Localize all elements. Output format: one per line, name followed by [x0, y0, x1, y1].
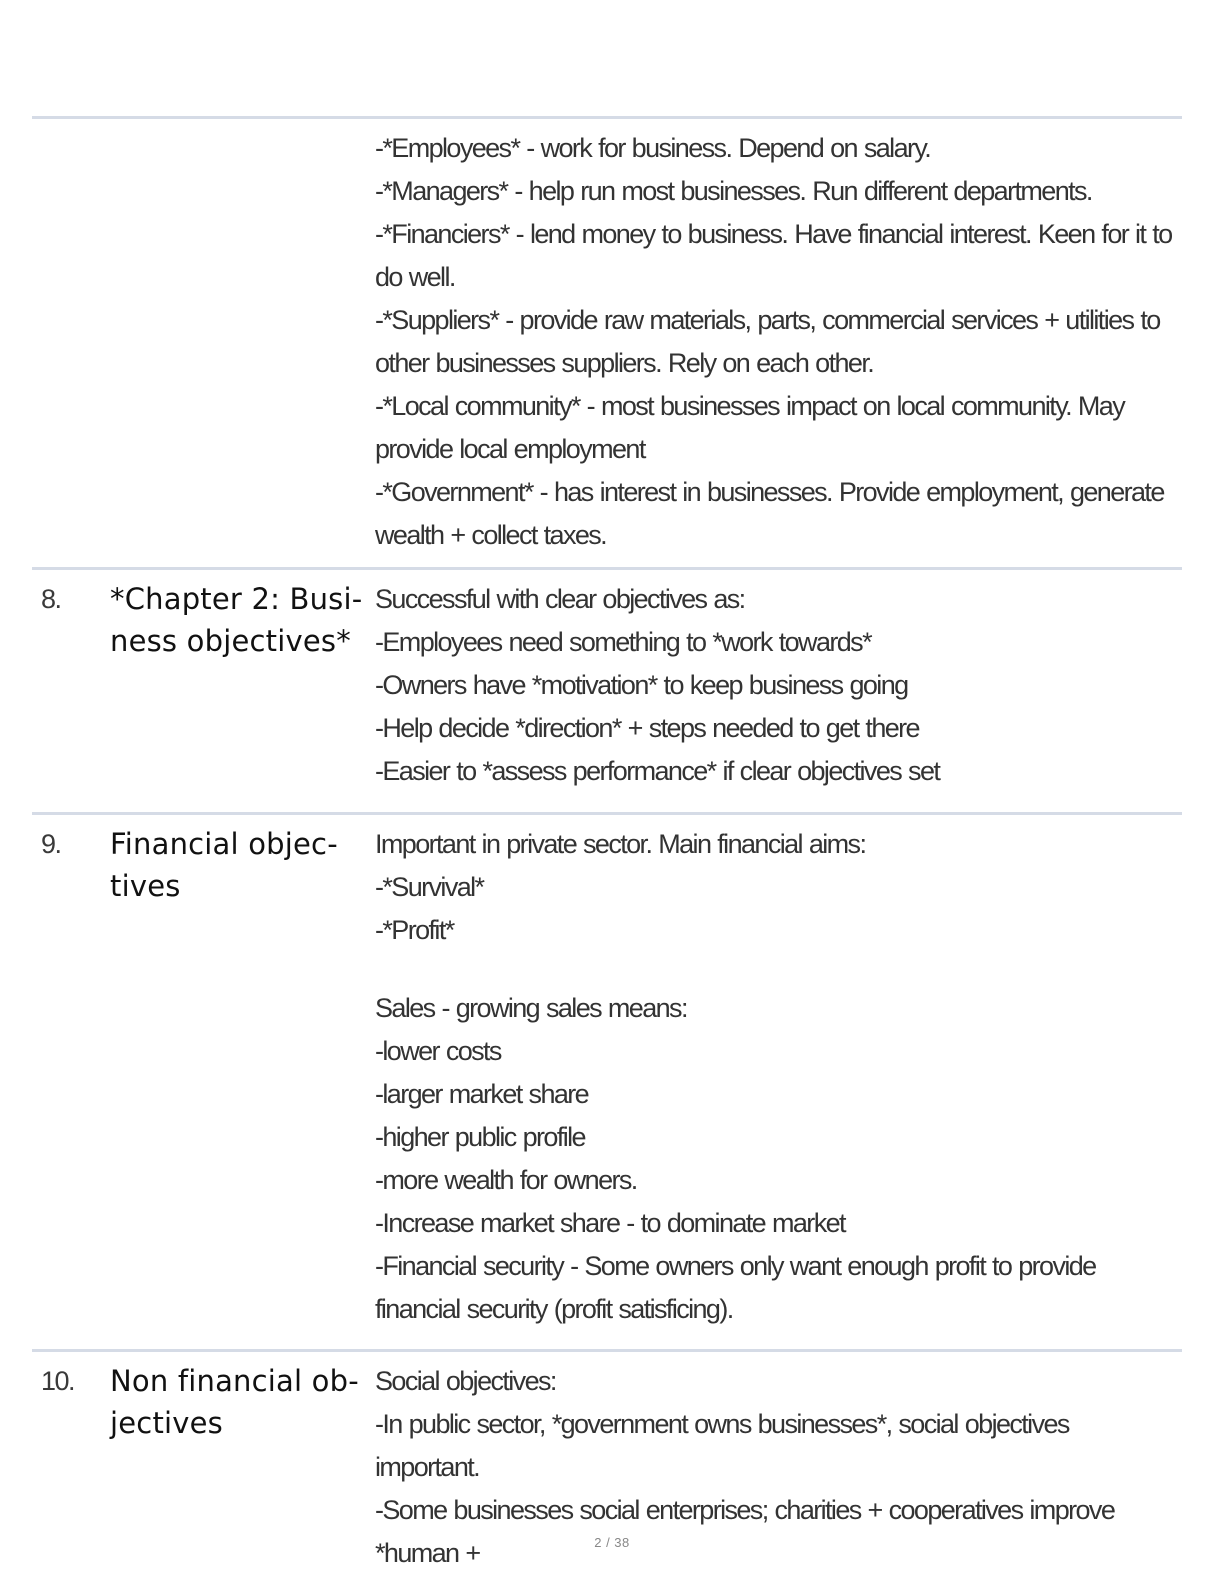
content-line: Sales - growing sales means:	[375, 993, 687, 1023]
row-number	[32, 127, 110, 567]
content-line: -Employees need something to *work towards*	[375, 627, 871, 657]
content-line: -*Employees* - work for business. Depend on salary.	[375, 133, 931, 163]
row-title: Non financial ob-jectives	[110, 1364, 359, 1440]
row-title: Financial objec-tives	[110, 827, 338, 903]
content-line: -*Financiers* - lend money to business. Have financial interest. Keen for it to do well.	[375, 219, 1172, 292]
table-row	[32, 1349, 1182, 1568]
row-number: 10.	[41, 1366, 75, 1396]
table-row	[32, 116, 1182, 567]
content-line: Social objectives:	[375, 1366, 556, 1396]
notes-table	[32, 116, 1182, 1568]
table-row	[32, 812, 1182, 1349]
row-title	[110, 127, 375, 567]
content-line: -Help decide *direction* + steps needed to get there	[375, 713, 919, 743]
content-line: -*Government* - has interest in businesses. Provide employment, generate wealth + collect taxes.	[375, 477, 1164, 550]
content-line: -larger market share	[375, 1079, 589, 1109]
content-line: -Financial security - Some owners only want enough profit to provide financial security (profit satisficing).	[375, 1251, 1096, 1324]
content-line: -In public sector, *government owns businesses*, social objectives important.	[375, 1409, 1069, 1482]
table-row	[32, 567, 1182, 812]
row-content	[375, 127, 1175, 567]
content-line: -*Managers* - help run most businesses. Run different departments.	[375, 176, 1092, 206]
row-content	[375, 823, 1175, 1349]
content-line: -Some businesses social enterprises; charities + cooperatives improve *human +	[375, 1495, 1115, 1568]
content-line: -*Local community* - most businesses impact on local community. May provide local employment	[375, 391, 1125, 464]
content-line: -*Suppliers* - provide raw materials, parts, commercial services + utilities to other businesses suppliers. Rely on each other.	[375, 305, 1160, 378]
content-line: -Increase market share - to dominate market	[375, 1208, 845, 1238]
row-content	[375, 578, 1175, 812]
content-line: -higher public profile	[375, 1122, 585, 1152]
content-line: -more wealth for owners.	[375, 1165, 637, 1195]
content-line: -lower costs	[375, 1036, 501, 1066]
blank-line	[375, 952, 1175, 987]
content-line: -Owners have *motivation* to keep business going	[375, 670, 908, 700]
content-line: -*Profit*	[375, 915, 454, 945]
content-line: Important in private sector. Main financial aims:	[375, 829, 866, 859]
content-line: -*Survival*	[375, 872, 484, 902]
row-number: 9.	[41, 829, 61, 859]
row-content	[375, 1360, 1175, 1568]
page-indicator: 2 / 38	[594, 1535, 630, 1550]
row-title: *Chapter 2: Busi-ness objectives*	[110, 582, 363, 658]
content-line: Successful with clear objectives as:	[375, 584, 745, 614]
content-line: -Easier to *assess performance* if clear objectives set	[375, 756, 940, 786]
row-number: 8.	[41, 584, 61, 614]
